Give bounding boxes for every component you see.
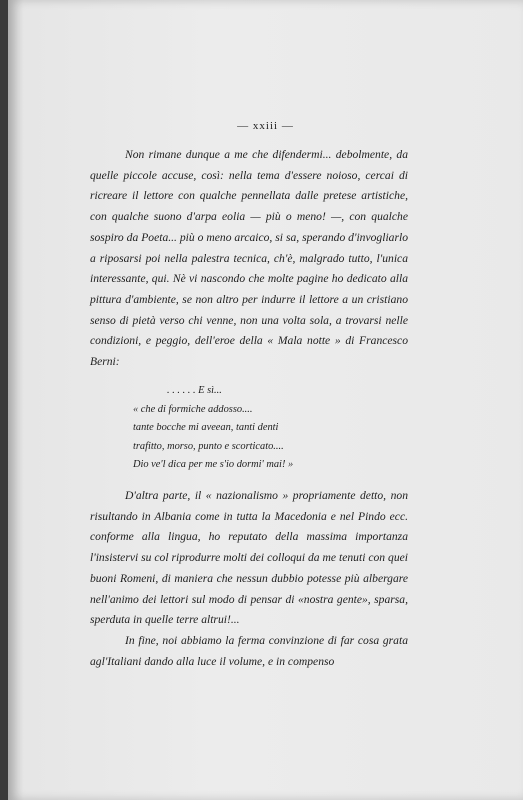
verse-line: « che di formiche addosso....	[133, 403, 253, 415]
verse-line: Dio ve'l dica per me s'io dormi' mai! »	[133, 459, 294, 471]
paragraph-intro: Non rimane dunque a me che difendermi... debolmente, da quelle piccole accuse, così: nella tema d'essere noioso, cercai di ricreare il lettore con qualche pennellata dalle pretese artistiche, con qualche suono d'arpa eolia — più o meno! —, con qualche sospiro da Poeta... più o meno arcaico, si sa, sperando d'invogliarlo a riposarsi poi nella palestra tecnica, ch'è, malgrado tutto, l'unica interessante, qui. Nè vi nascondo che molte pagine ho dedicato alla pittura d'ambiente, se non altro per indurre il lettore a un cristiano senso di pietà verso chi venne, non una volta sola, a trovarsi nelle condizioni, e peggio, dell'eroe della « Mala notte » di Francesco Berni:	[90, 148, 408, 369]
book-page	[8, 0, 523, 800]
verse-line: tante bocche mi aveean, tanti denti	[133, 422, 279, 434]
verse-quote	[133, 382, 393, 475]
paragraph-conclusion: In fine, noi abbiamo la ferma convinzione di far cosa grata agl'Italiani dando alla luce il volume, e in compenso	[90, 634, 408, 668]
verse-line: . . . . . . E sì...	[167, 385, 222, 396]
page-number: — xxiii —	[237, 120, 294, 132]
verse-line: trafitto, morso, punto e scorticato....	[133, 440, 284, 452]
paragraph-nationalism: D'altra parte, il « nazionalismo » propriamente detto, non risultando in Albania come in tutta la Macedonia e nel Pindo ecc. conforme alla lingua, ho reputato della massima importanza l'insistervi su col riprodurre molti dei colloqui da me tenuti con quei buoni Romeni, di maniera che nessun dubbio potesse più albergare nell'animo dei lettori sul modo di pensar di «nostra gente», sparsa, sperduta in quelle terre altrui!...	[90, 489, 408, 627]
